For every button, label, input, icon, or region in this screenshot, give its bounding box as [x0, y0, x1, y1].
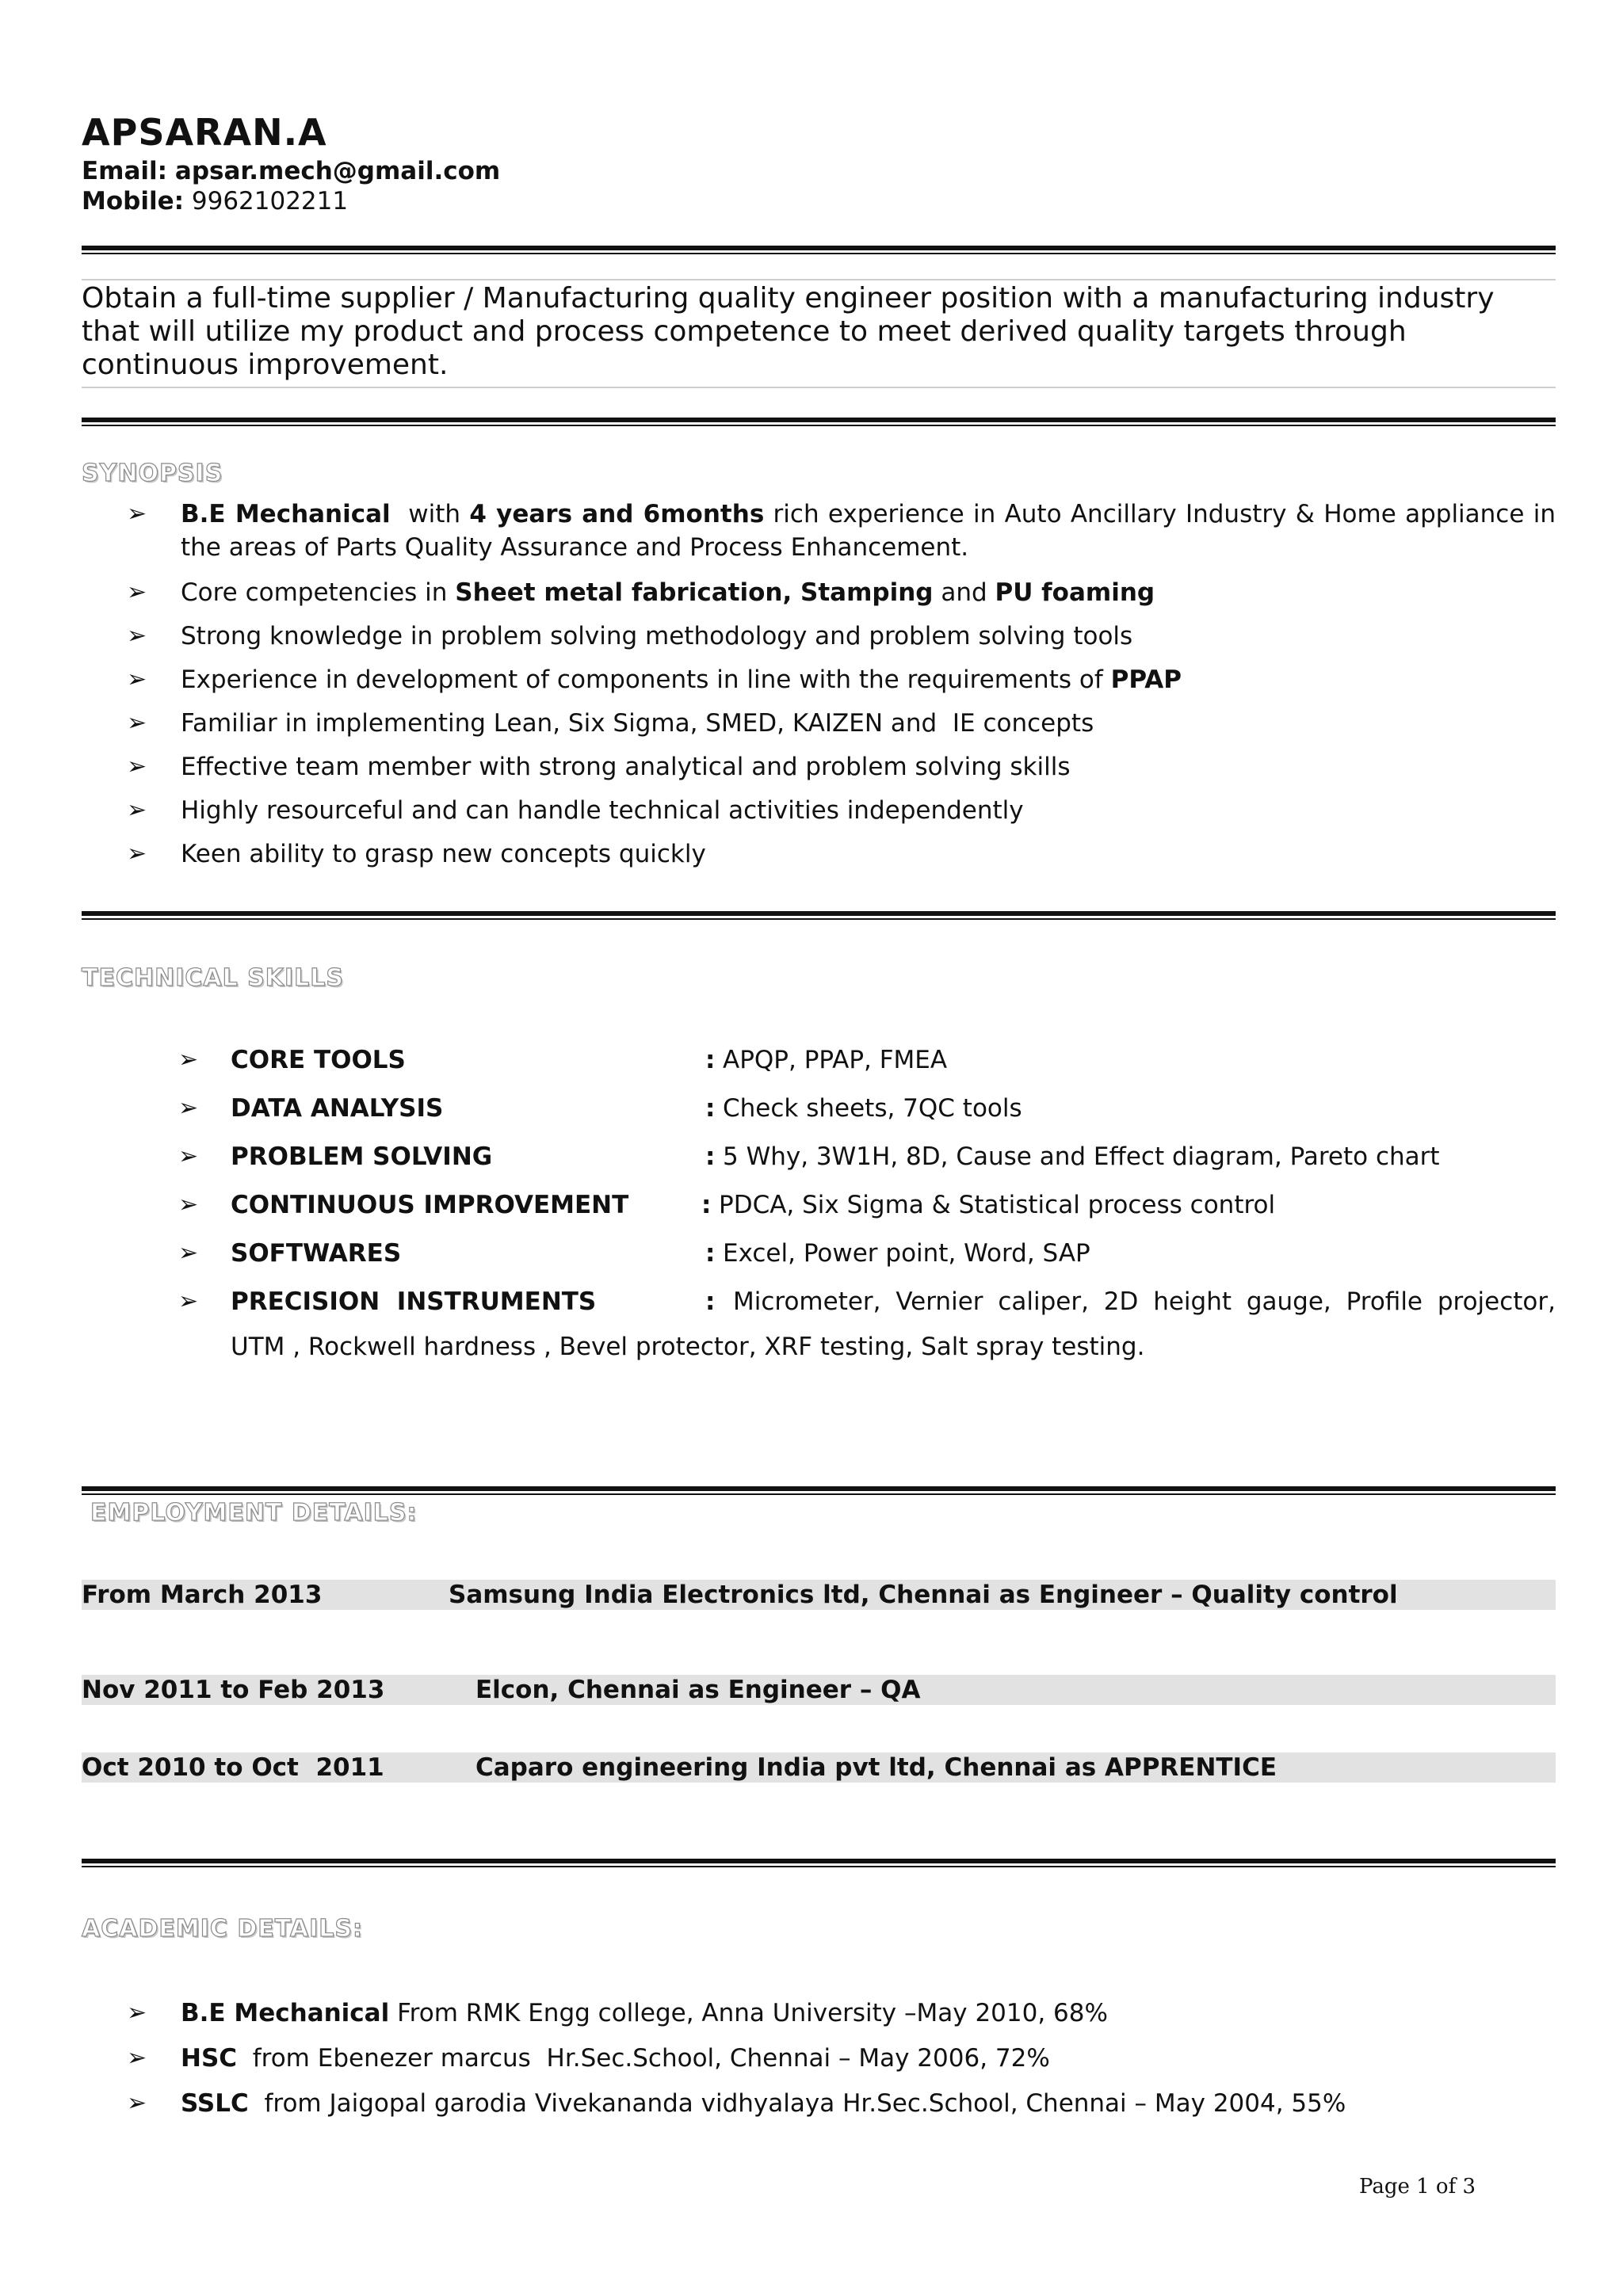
- arrow-bullet-icon: ➢: [127, 709, 147, 737]
- body-text: Familiar in implementing Lean, Six Sigma, SMED, KAIZEN and IE concepts: [181, 709, 1094, 738]
- arrow-bullet-icon: ➢: [127, 2044, 147, 2072]
- skill-value: APQP, PPAP, FMEA: [723, 1046, 948, 1074]
- objective-bottom-rule: [82, 387, 1556, 388]
- skill-value: Excel, Power point, Word, SAP: [723, 1239, 1090, 1268]
- body-text: rich experience in Auto Ancillary Industry & Home appliance in the areas of Parts Quality Assurance and Process Enhancement.: [181, 500, 1564, 562]
- arrow-bullet-icon: ➢: [127, 2089, 147, 2117]
- email-label: Email:: [82, 157, 168, 185]
- arrow-bullet-icon: ➢: [127, 622, 147, 650]
- skill-item: [178, 1285, 1556, 1318]
- mobile-label: Mobile:: [82, 187, 185, 215]
- arrow-bullet-icon: ➢: [127, 666, 147, 693]
- skill-item: [178, 1092, 1556, 1125]
- arrow-bullet-icon: ➢: [178, 1191, 199, 1219]
- synopsis-item-text: [181, 663, 1556, 696]
- technical-skills-heading: TECHNICAL SKILLS: [82, 964, 344, 992]
- body-text: Strong knowledge in problem solving methodology and problem solving tools: [181, 622, 1133, 650]
- skill-label: PROBLEM SOLVING: [231, 1142, 493, 1171]
- skill-label: SOFTWARES: [231, 1239, 402, 1268]
- synopsis-item-text: [181, 620, 1556, 653]
- emphasis-text: Sheet metal fabrication, Stamping: [455, 578, 934, 607]
- academic-item: [127, 1997, 1556, 2030]
- skill-colon: :: [701, 1191, 712, 1219]
- academic-heading: ACADEMIC DETAILS:: [82, 1915, 363, 1943]
- mobile-line: [82, 187, 348, 215]
- employment-detail: Samsung India Electronics ltd, Chennai as Engineer – Quality control: [449, 1581, 1398, 1609]
- academic-item-text: [181, 2042, 1556, 2075]
- synopsis-item-text: [181, 576, 1556, 609]
- skill-label: DATA ANALYSIS: [231, 1094, 444, 1123]
- objective-divider: [82, 418, 1556, 426]
- employment-divider: [82, 1859, 1556, 1867]
- academic-detail: from Jaigopal garodia Vivekananda vidhyalaya Hr.Sec.School, Chennai – May 2004, 55%: [248, 2089, 1346, 2118]
- header-divider: [82, 246, 1556, 254]
- skill-item: [178, 1237, 1556, 1270]
- synopsis-item: [127, 620, 1556, 653]
- academic-degree: SSLC: [181, 2089, 249, 2118]
- academic-detail: from Ebenezer marcus Hr.Sec.School, Chennai – May 2006, 72%: [237, 2044, 1050, 2073]
- synopsis-item: [127, 576, 1556, 609]
- email-address: apsar.mech@gmail.com: [174, 157, 501, 185]
- synopsis-item: [127, 707, 1556, 740]
- arrow-bullet-icon: ➢: [127, 796, 147, 824]
- skill-label: CORE TOOLS: [231, 1046, 406, 1074]
- skill-label: CONTINUOUS IMPROVEMENT: [231, 1191, 629, 1219]
- skill-colon: :: [705, 1287, 716, 1316]
- arrow-bullet-icon: ➢: [127, 753, 147, 780]
- skill-value: 5 Why, 3W1H, 8D, Cause and Effect diagram, Pareto chart: [723, 1142, 1440, 1171]
- synopsis-item: [127, 750, 1556, 784]
- skill-colon: :: [705, 1094, 716, 1123]
- employment-period: From March 2013: [82, 1581, 323, 1609]
- employment-detail: Elcon, Chennai as Engineer – QA: [475, 1676, 921, 1704]
- skill-item: [178, 1140, 1556, 1173]
- synopsis-divider: [82, 911, 1556, 920]
- arrow-bullet-icon: ➢: [127, 1999, 147, 2027]
- skill-colon: :: [705, 1142, 716, 1171]
- academic-item: [127, 2042, 1556, 2075]
- arrow-bullet-icon: ➢: [178, 1094, 199, 1122]
- page-number: Page 1 of 3: [1359, 2175, 1476, 2199]
- skill-item: [178, 1043, 1556, 1077]
- objective-top-rule: [82, 279, 1556, 280]
- arrow-bullet-icon: ➢: [127, 578, 147, 606]
- emphasis-text: 4 years and 6months: [469, 500, 765, 528]
- employment-heading: EMPLOYMENT DETAILS:: [90, 1499, 418, 1527]
- synopsis-item-text: [181, 498, 1564, 564]
- candidate-name: APSARAN.A: [82, 111, 327, 154]
- arrow-bullet-icon: ➢: [178, 1046, 199, 1074]
- body-text: Effective team member with strong analytical and problem solving skills: [181, 753, 1071, 781]
- skill-value: PDCA, Six Sigma & Statistical process control: [719, 1191, 1276, 1219]
- body-text: Highly resourceful and can handle technical activities independently: [181, 796, 1024, 825]
- skill-value: Micrometer, Vernier caliper, 2D height gauge, Profile projector,: [733, 1287, 1556, 1316]
- employment-period: Oct 2010 to Oct 2011: [82, 1753, 384, 1782]
- academic-item: [127, 2087, 1556, 2120]
- skill-colon: :: [705, 1046, 716, 1074]
- skill-label: PRECISION INSTRUMENTS: [231, 1287, 597, 1316]
- synopsis-item: [127, 498, 1564, 564]
- body-text: Core competencies in: [181, 578, 456, 607]
- arrow-bullet-icon: ➢: [178, 1142, 199, 1170]
- emphasis-text: PU foaming: [995, 578, 1155, 607]
- synopsis-item-text: [181, 750, 1556, 784]
- body-text: Keen ability to grasp new concepts quickly: [181, 840, 706, 868]
- academic-item-text: [181, 2087, 1556, 2120]
- skill-value-continuation: UTM , Rockwell hardness , Bevel protector, XRF testing, Salt spray testing.: [231, 1333, 1145, 1361]
- emphasis-text: PPAP: [1110, 666, 1182, 694]
- employment-detail: Caparo engineering India pvt ltd, Chennai as APPRENTICE: [475, 1753, 1277, 1782]
- mobile-number: 9962102211: [191, 187, 349, 215]
- academic-degree: B.E Mechanical: [181, 1999, 390, 2027]
- academic-degree: HSC: [181, 2044, 238, 2073]
- arrow-bullet-icon: ➢: [127, 500, 147, 528]
- synopsis-item: [127, 837, 1556, 871]
- email-line: [82, 157, 500, 185]
- skill-colon: :: [705, 1239, 716, 1268]
- arrow-bullet-icon: ➢: [178, 1287, 199, 1315]
- skill-value: Check sheets, 7QC tools: [723, 1094, 1022, 1123]
- synopsis-item: [127, 663, 1556, 696]
- synopsis-heading: SYNOPSIS: [82, 460, 223, 487]
- synopsis-item-text: [181, 707, 1556, 740]
- emphasis-text: B.E Mechanical: [181, 500, 391, 528]
- synopsis-item: [127, 794, 1556, 827]
- body-text: with: [390, 500, 470, 528]
- arrow-bullet-icon: ➢: [178, 1239, 199, 1267]
- body-text: and: [933, 578, 995, 607]
- synopsis-item-text: [181, 837, 1556, 871]
- employment-period: Nov 2011 to Feb 2013: [82, 1676, 385, 1704]
- skills-divider: [82, 1486, 1556, 1495]
- body-text: Experience in development of components in line with the requirements of: [181, 666, 1111, 694]
- synopsis-item-text: [181, 794, 1556, 827]
- academic-detail: From RMK Engg college, Anna University –May 2010, 68%: [389, 1999, 1108, 2027]
- academic-item-text: [181, 1997, 1556, 2030]
- skill-item: [178, 1188, 1556, 1222]
- career-objective: Obtain a full-time supplier / Manufacturing quality engineer position with a manufacturing industry that will utilize my product and process competence to meet derived quality targets through continuous improvement.: [82, 282, 1495, 381]
- arrow-bullet-icon: ➢: [127, 840, 147, 868]
